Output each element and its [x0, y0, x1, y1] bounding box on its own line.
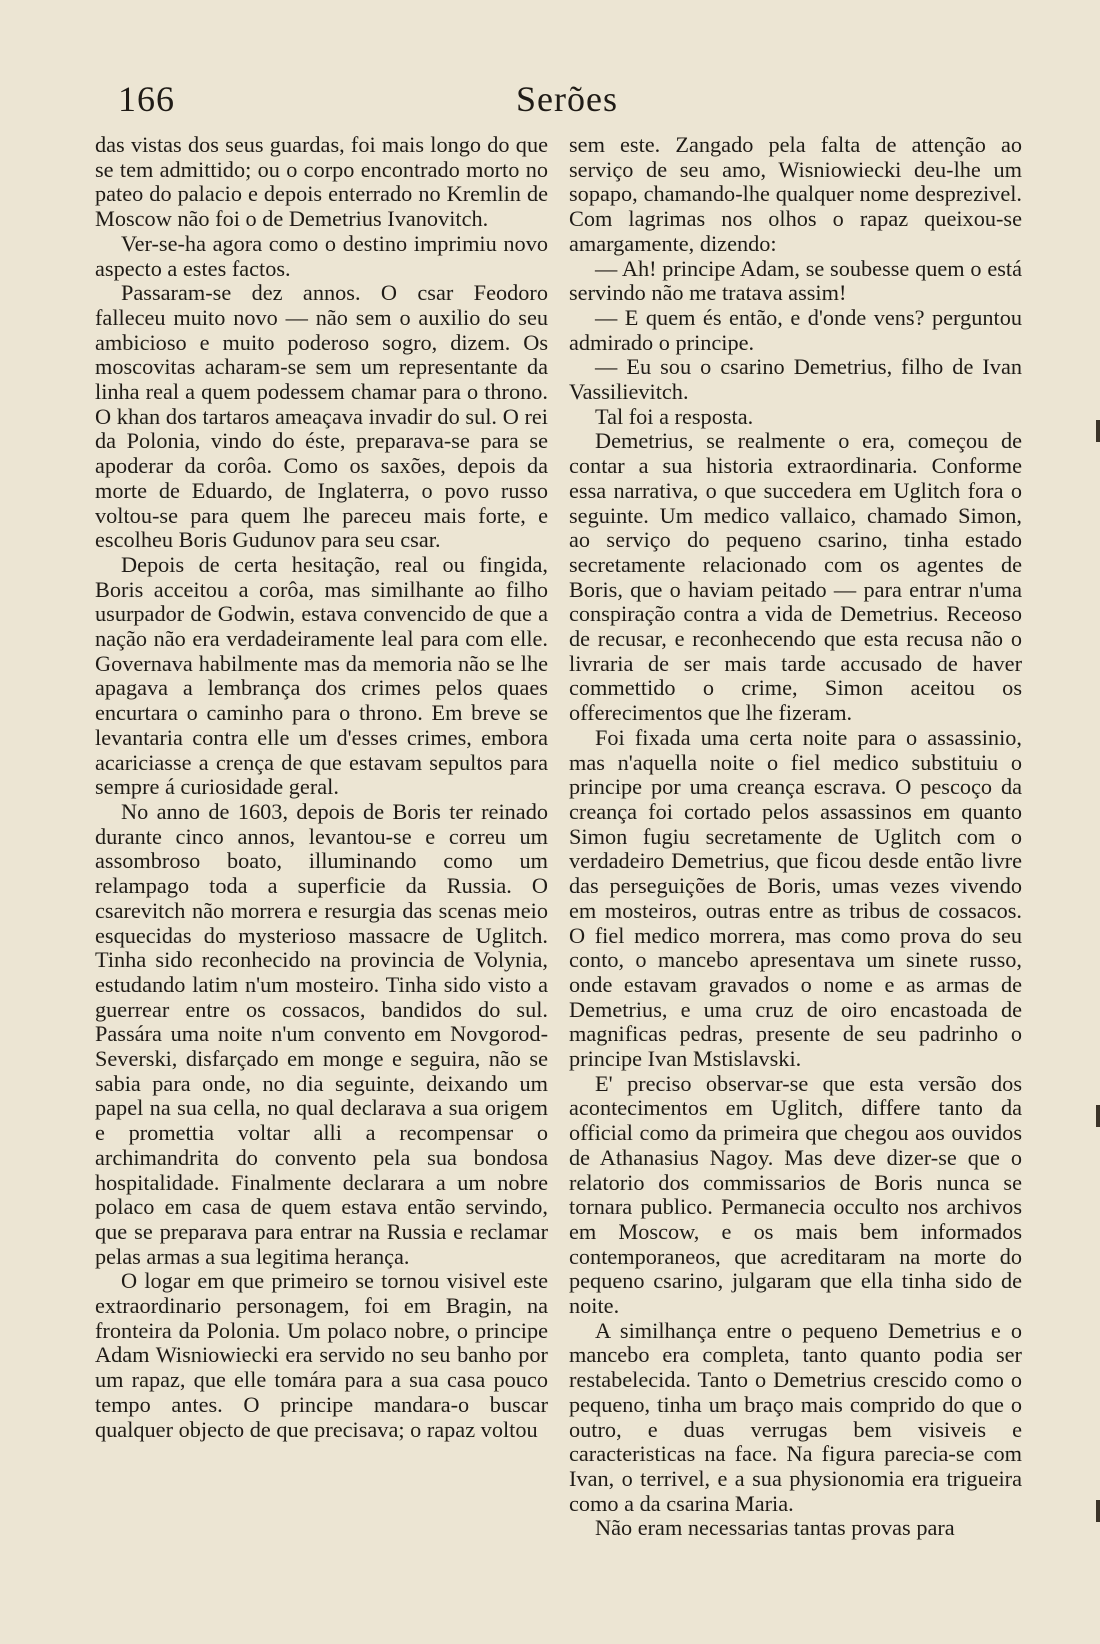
paragraph: sem este. Zangado pela falta de attenção ao serviço de seu amo, Wisniowiecki deu-lhe um sopapo, chamando-lhe qualquer nome desprezivel. Com lagrimas nos olhos o rapaz queixou-se amargamente, dizendo: [569, 132, 1022, 256]
text-column-left [95, 133, 548, 1442]
text-column-right [569, 133, 1022, 1541]
paragraph: Depois de certa hesitação, real ou fingida, Boris acceitou a corôa, mas similhante ao filho usurpador de Godwin, estava convencido de que a nação não era verdadeiramente leal para com elle. Governava habilmente mas da memoria não se lhe apagava a lembrança dos crimes pelos quaes encurtara o caminho para o throno. Em breve se levantaria contra elle um d'esses crimes, embora acariciasse a crença de que estavam sepultos para sempre á curiosidade geral. [95, 551, 548, 800]
paragraph: — Eu sou o csarino Demetrius, filho de Ivan Vassilievitch. [569, 354, 1022, 405]
paragraph: A similhança entre o pequeno Demetrius e o mancebo era completa, tanto quanto podia ser restabelecida. Tanto o Demetrius crescido como o pequeno, tinha um braço mais comprido do que o outro, e duas verrugas bem visiveis e caracteristicas na face. Na figura parecia-se com Ivan, o terrivel, e a sua physionomia era trigueira como a da csarina Maria. [569, 1317, 1022, 1516]
page-edge-mark [1096, 1500, 1100, 1522]
page-edge-mark [1096, 1105, 1100, 1127]
page-header [112, 78, 1022, 122]
paragraph: O logar em que primeiro se tornou visivel este extraordinario personagem, foi em Bragin, na fronteira da Polonia. Um polaco nobre, o principe Adam Wisniowiecki era servido no seu banho por um rapaz, que elle tomára para a sua casa pouco tempo antes. O principe mandara-o buscar qualquer objecto de que precisava; o rapaz voltou [95, 1268, 548, 1442]
paragraph: Demetrius, se realmente o era, começou de contar a sua historia extraordinaria. Conforme essa narrativa, o que succedera em Uglitch fora o seguinte. Um medico vallaico, chamado Simon, ao serviço do pequeno csarino, tinha estado secretamente relacionado com os agentes de Boris, que o haviam peitado — para entrar n'uma conspiração contra a vida de Demetrius. Receoso de recusar, e reconhecendo que esta recusa não o livraria de ser mais tarde accusado de haver commettido o crime, Simon aceitou os offerecimentos que lhe fizeram. [569, 428, 1022, 726]
paragraph: — Ah! principe Adam, se soubesse quem o está servindo não me tratava assim! [569, 255, 1022, 306]
paragraph: — E quem és então, e d'onde vens? perguntou admirado o principe. [569, 304, 1022, 355]
paragraph: E' preciso observar-se que esta versão dos acontecimentos em Uglitch, differe tanto da official como da primeira que chegou aos ouvidos de Athanasius Nagoy. Mas deve dizer-se que o relatorio dos commissarios de Boris nunca se tornara publico. Permanecia occulto nos archivos em Moscow, e os mais bem informados contemporaneos, que acreditaram na morte do pequeno csarino, julgaram que ella tinha sido de noite. [569, 1070, 1022, 1319]
paragraph: No anno de 1603, depois de Boris ter reinado durante cinco annos, levantou-se e correu um assombroso boato, illuminando como um relampago toda a superficie da Russia. O csarevitch não morrera e resurgia das scenas meio esquecidas do mysterioso massacre de Uglitch. Tinha sido reconhecido na provincia de Volynia, estudando latim n'um mosteiro. Tinha sido visto a guerrear entre os cossacos, bandidos do sul. Passára uma noite n'um convento em Novgorod-Severski, disfarçado em monge e seguira, não se sabia para onde, no dia seguinte, deixando um papel na sua cella, no qual declarava a sua origem e promettia voltar alli a recompensar o archimandrita do convento pela sua bondosa hospitalidade. Finalmente declarara a um nobre polaco em casa de quem estava então servindo, que se preparava para entrar na Russia e reclamar pelas armas a sua legitima herança. [95, 798, 548, 1269]
paragraph: Ver-se-ha agora como o destino imprimiu novo aspecto a estes factos. [95, 230, 548, 281]
paragraph: Foi fixada uma certa noite para o assassinio, mas n'aquella noite o fiel medico substituiu o principe por uma creança escrava. O pescoço da creança foi cortado pelos assassinos em quanto Simon fugiu secretamente de Uglitch com o verdadeiro Demetrius, que ficou desde então livre das perseguições de Boris, umas vezes vivendo em mosteiros, outras entre as tribus de cossacos. O fiel medico morrera, mas como prova do seu conto, o mancebo apresentava um sinete russo, onde estavam gravados o nome e as armas de Demetrius, e uma cruz de oiro encastoada de magnificas pedras, presente de seu padrinho o principe Ivan Mstislavski. [569, 724, 1022, 1072]
paragraph: Passaram-se dez annos. O csar Feodoro falleceu muito novo — não sem o auxilio do seu ambicioso e muito poderoso sogro, dizem. Os moscovitas acharam-se sem um representante da linha real a quem podessem chamar para o throno. O khan dos tartaros ameaçava invadir do sul. O rei da Polonia, vindo do éste, preparava-se para se apoderar da corôa. Como os saxões, depois da morte de Eduardo, de Inglaterra, o povo russo voltou-se para quem lhe pareceu mais forte, e escolheu Boris Gudunov para seu csar. [95, 280, 548, 553]
paragraph: Tal foi a resposta. [595, 403, 754, 429]
paragraph: Não eram necessarias tantas provas para [595, 1515, 955, 1541]
page-number: 166 [118, 79, 175, 119]
paragraph: das vistas dos seus guardas, foi mais longo do que se tem admittido; ou o corpo encontrado morto no pateo do palacio e depois enterrado no Kremlin de Moscow não foi o de Demetrius Ivanovitch. [95, 132, 548, 232]
running-title: Serões [516, 79, 618, 119]
page-edge-mark [1096, 420, 1100, 442]
